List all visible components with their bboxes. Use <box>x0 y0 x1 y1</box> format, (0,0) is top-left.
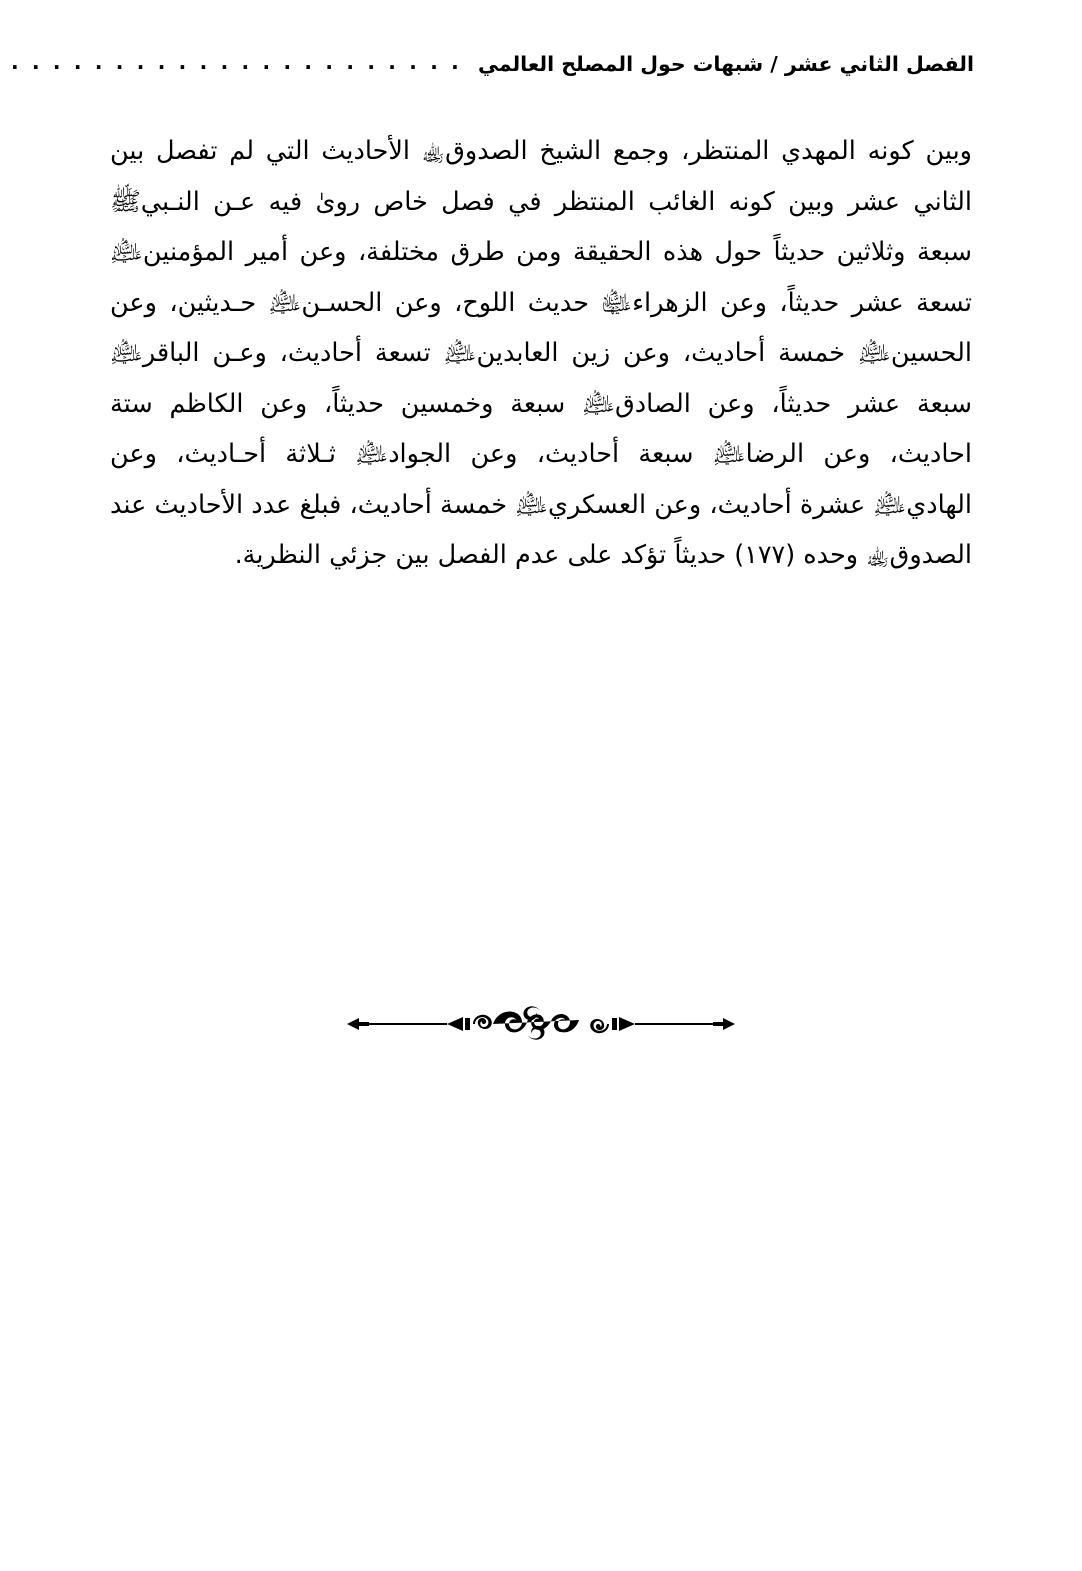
header-dot-leader: . . . . . . . . . . . . . . . . . . . . . . <box>10 50 462 74</box>
decorative-divider <box>0 1000 1082 1048</box>
page-header <box>10 50 974 76</box>
body-text-block <box>110 126 972 581</box>
header-chapter-title: الفصل الثاني عشر / شبهات حول المصلح العالمي <box>477 52 974 76</box>
body-paragraph: وبين كونه المهدي المنتظر، وجمع الشيخ الصدوق﵀ الأحاديث التي لم تفصل بين الثاني عشر وبين كونه الغائب المنتظر في فصل خاص روىٰ فيه عـن النـبيﷺ سبعة وثلاثين حديثاً حول هذه الحقيقة ومن طرق مختلفة، وعن أمير المؤمنين﵇ تسعة عشر حديثاً، وعن الزهراء﵍ حديث اللوح، وعن الحسـن﵇ حـديثين، وعن الحسين﵇ خمسة أحاديث، وعن زين العابدين﵇ تسعة أحاديث، وعـن الباقر﵇ سبعة عشر حديثاً، وعن الصادق﵇ سبعة وخمسين حديثاً، وعن الكاظم ستة احاديث، وعن الرضا﵇ سبعة أحاديث، وعن الجواد﵇ ثـلاثة أحـاديث، وعن الهادي﵇ عشرة أحاديث، وعن العسكري﵇ خمسة أحاديث، فبلغ عدد الأحاديث عند الصدوق﵀ وحده (١٧٧) حديثاً تؤكد على عدم الفصل بين جزئي النظرية. <box>110 136 972 570</box>
